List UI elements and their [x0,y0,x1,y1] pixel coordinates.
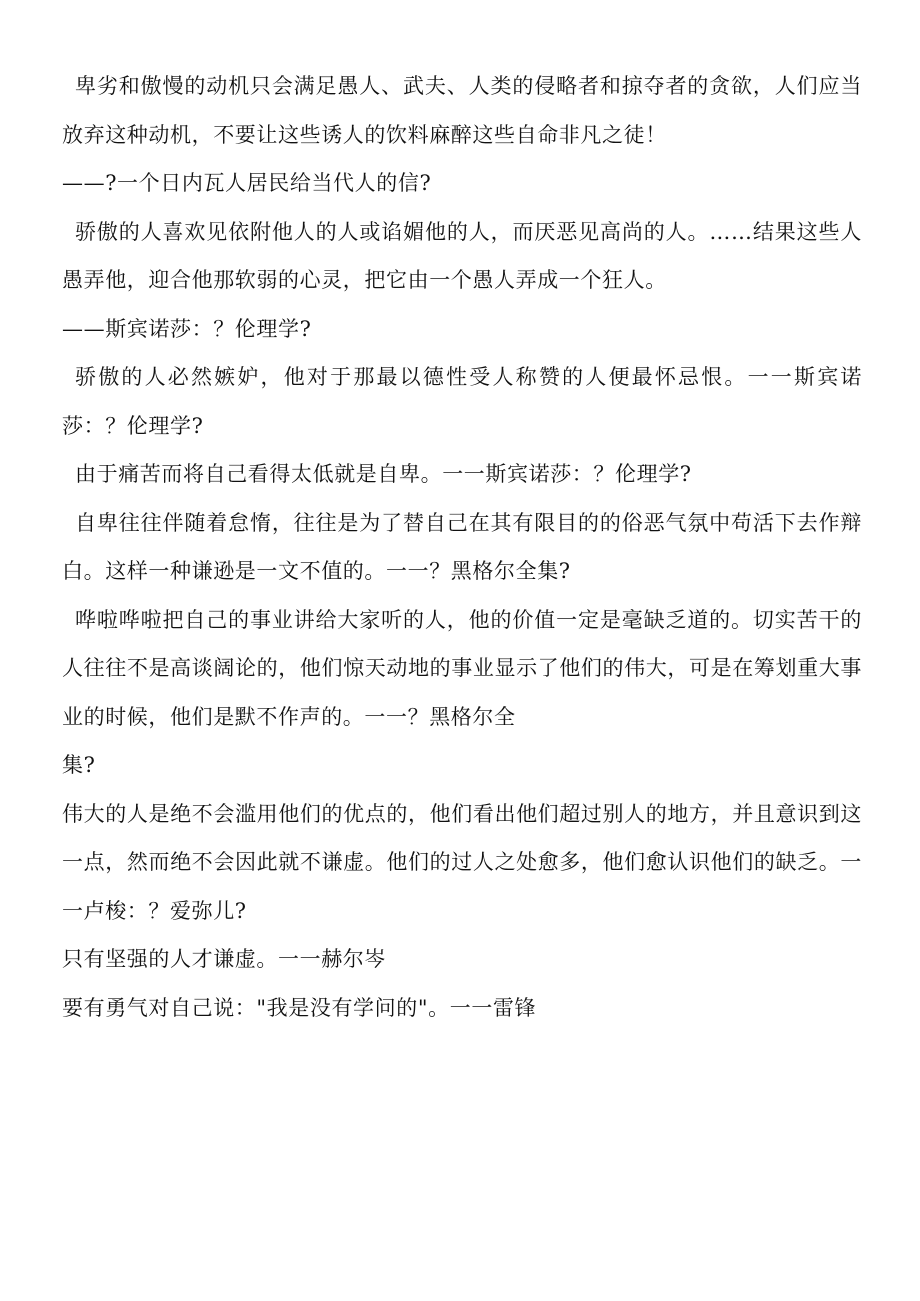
paragraph-8: 只有坚强的人才谦虚。一一赫尔岑 [62,947,386,971]
paragraph-9: 要有勇气对自己说："我是没有学问的"。一一雷锋 [62,995,537,1020]
paragraph-7: 伟大的人是绝不会滥用他们的优点的，他们看出他们超过别人的地方，并且意识到这一点，然而绝不会因此就不谦虚。他们的过人之处愈多，他们愈认识他们的缺乏。一一卢梭：？爱弥儿? [62,801,862,923]
paragraph-6-continued: 集? [62,753,96,777]
paragraph-6: 哗啦哗啦把自己的事业讲给大家听的人，他的价值一定是毫缺乏道的。切实苦干的人往往不是高谈阔论的，他们惊天动地的事业显示了他们的伟大，可是在筹划重大事业的时候，他们是默不作声的。一一？黑格尔全 [62,607,862,729]
document-body [62,62,862,1032]
paragraph-1: 卑劣和傲慢的动机只会满足愚人、武夫、人类的侵略者和掠夺者的贪欲，人们应当放弃这种动机，不要让这些诱人的饮料麻醉这些自命非凡之徒！ [62,74,862,147]
paragraph-5: 自卑往往伴随着怠惰，往往是为了替自己在其有限目的的俗恶气氛中苟活下去作辩白。这样一种谦逊是一文不值的。一一？黑格尔全集? [62,510,862,583]
paragraph-2: 骄傲的人喜欢见依附他人的人或谄媚他的人，而厌恶见高尚的人。……结果这些人愚弄他，迎合他那软弱的心灵，把它由一个愚人弄成一个狂人。 [62,219,862,292]
citation-2: ——斯宾诺莎：？伦理学? [62,316,312,341]
paragraph-4: 由于痛苦而将自己看得太低就是自卑。一一斯宾诺莎：？伦理学? [75,462,692,486]
citation-1: ——?一个日内瓦人居民给当代人的信? [62,171,432,195]
paragraph-3: 骄傲的人必然嫉妒，他对于那最以德性受人称赞的人便最怀忌恨。一一斯宾诺莎：？伦理学? [62,365,862,438]
